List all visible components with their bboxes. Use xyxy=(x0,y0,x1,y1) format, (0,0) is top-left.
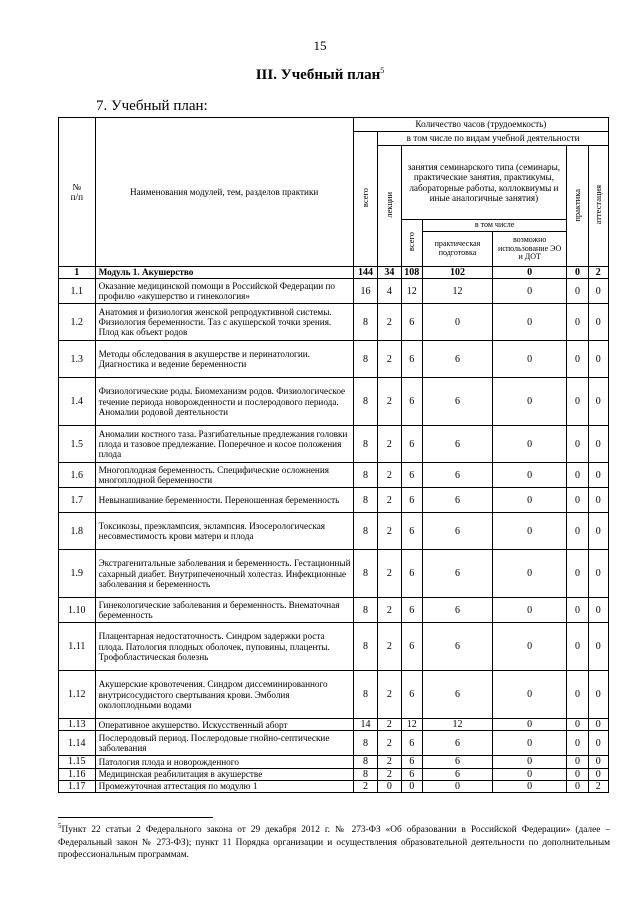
cell-att: 0 xyxy=(588,304,608,341)
section-title xyxy=(0,66,640,84)
table-row xyxy=(59,768,609,780)
cell-name: Акушерские кровотечения. Синдром диссеминированного внутрисосудистого свертывания крови. Эмболия околоплодными водами xyxy=(95,671,353,719)
table-body xyxy=(59,267,609,793)
cell-pr: 0 xyxy=(567,756,588,768)
table-row xyxy=(59,488,609,513)
cell-num: 1.12 xyxy=(59,671,96,719)
cell-pr: 0 xyxy=(567,671,588,719)
cell-pp: 6 xyxy=(422,671,492,719)
cell-total: 8 xyxy=(353,756,377,768)
cell-att: 0 xyxy=(588,463,608,488)
cell-lect: 2 xyxy=(378,463,401,488)
cell-att: 0 xyxy=(588,341,608,378)
table-row xyxy=(59,426,609,463)
cell-pp: 6 xyxy=(422,598,492,623)
header-eo-dot: возможно использование ЭО и ДОТ xyxy=(493,232,567,267)
cell-eo: 0 xyxy=(493,488,567,513)
footnote-text: Пункт 22 статьи 2 Федерального закона от 29 декабря 2012 г. № 273-ФЗ «Об образовании в Российской Федерации» (далее – Федеральный закон № 273-ФЗ); пункт 11 Порядка организации и осуществления образовательной деятельности по дополнительным профессиональным программам. xyxy=(58,825,610,861)
header-including: в том числе xyxy=(422,220,566,232)
cell-eo: 0 xyxy=(493,550,567,598)
cell-pr: 0 xyxy=(567,279,588,304)
cell-eo: 0 xyxy=(493,341,567,378)
cell-total: 8 xyxy=(353,598,377,623)
cell-num: 1.16 xyxy=(59,768,96,780)
cell-att: 0 xyxy=(588,768,608,780)
cell-pr: 0 xyxy=(567,731,588,756)
table-row xyxy=(59,341,609,378)
plan-title: 7. Учебный план: xyxy=(96,98,208,114)
cell-total: 8 xyxy=(353,378,377,426)
cell-num: 1.10 xyxy=(59,598,96,623)
cell-name: Аномалии костного таза. Разгибательные предлежания головки плода и тазовое предлежание. Поперечное и косое положения плода xyxy=(95,426,353,463)
cell-lect: 2 xyxy=(378,304,401,341)
cell-lect: 2 xyxy=(378,378,401,426)
cell-name: Гинекологические заболевания и беременность. Внематочная беременность xyxy=(95,598,353,623)
cell-sem: 6 xyxy=(401,550,422,598)
cell-pp: 12 xyxy=(422,719,492,731)
table-row xyxy=(59,671,609,719)
cell-num: 1.15 xyxy=(59,756,96,768)
cell-pp: 6 xyxy=(422,550,492,598)
cell-total: 8 xyxy=(353,463,377,488)
cell-lect: 4 xyxy=(378,279,401,304)
cell-name: Многоплодная беременность. Специфические осложнения многоплодной беременности xyxy=(95,463,353,488)
cell-eo: 0 xyxy=(493,463,567,488)
cell-name: Медицинская реабилитация в акушерстве xyxy=(95,768,353,780)
cell-total: 8 xyxy=(353,488,377,513)
cell-lect: 2 xyxy=(378,719,401,731)
cell-pp: 6 xyxy=(422,731,492,756)
cell-lect: 2 xyxy=(378,756,401,768)
cell-att: 0 xyxy=(588,550,608,598)
cell-name: Патология плода и новорожденного xyxy=(95,756,353,768)
cell-att: 2 xyxy=(588,780,608,792)
table-row xyxy=(59,279,609,304)
cell-num: 1.11 xyxy=(59,623,96,671)
cell-lect: 2 xyxy=(378,488,401,513)
header-attestation xyxy=(588,146,608,267)
cell-eo: 0 xyxy=(493,378,567,426)
cell-eo: 0 xyxy=(493,279,567,304)
cell-num: 1.8 xyxy=(59,513,96,550)
cell-pr: 0 xyxy=(567,719,588,731)
header-sem-total xyxy=(401,220,422,267)
cell-total: 8 xyxy=(353,341,377,378)
header-total xyxy=(353,132,377,267)
table-row xyxy=(59,267,609,279)
cell-pr: 0 xyxy=(567,378,588,426)
cell-total: 8 xyxy=(353,550,377,598)
cell-num: 1.5 xyxy=(59,426,96,463)
table-row xyxy=(59,378,609,426)
cell-att: 2 xyxy=(588,267,608,279)
cell-att: 0 xyxy=(588,598,608,623)
cell-att: 0 xyxy=(588,623,608,671)
cell-lect: 0 xyxy=(378,780,401,792)
cell-eo: 0 xyxy=(493,267,567,279)
cell-sem: 6 xyxy=(401,426,422,463)
table-row xyxy=(59,463,609,488)
cell-num: 1.7 xyxy=(59,488,96,513)
cell-sem: 6 xyxy=(401,598,422,623)
cell-eo: 0 xyxy=(493,731,567,756)
cell-total: 8 xyxy=(353,304,377,341)
cell-pp: 6 xyxy=(422,488,492,513)
cell-pp: 6 xyxy=(422,513,492,550)
cell-sem: 6 xyxy=(401,341,422,378)
cell-lect: 2 xyxy=(378,550,401,598)
cell-sem: 12 xyxy=(401,279,422,304)
cell-lect: 2 xyxy=(378,731,401,756)
section-title-footnote-mark: 5 xyxy=(380,66,385,75)
cell-total: 2 xyxy=(353,780,377,792)
cell-eo: 0 xyxy=(493,426,567,463)
cell-pr: 0 xyxy=(567,267,588,279)
cell-total: 16 xyxy=(353,279,377,304)
cell-sem: 6 xyxy=(401,513,422,550)
cell-pp: 0 xyxy=(422,780,492,792)
header-lectures-text: лекции xyxy=(383,191,394,218)
cell-total: 8 xyxy=(353,768,377,780)
cell-name: Невынашивание беременности. Переношенная беременность xyxy=(95,488,353,513)
cell-pp: 102 xyxy=(422,267,492,279)
cell-sem: 6 xyxy=(401,488,422,513)
cell-sem: 6 xyxy=(401,731,422,756)
table-row xyxy=(59,598,609,623)
table-row xyxy=(59,513,609,550)
cell-total: 144 xyxy=(353,267,377,279)
cell-pp: 6 xyxy=(422,623,492,671)
cell-pr: 0 xyxy=(567,768,588,780)
cell-att: 0 xyxy=(588,756,608,768)
cell-att: 0 xyxy=(588,378,608,426)
cell-name: Оперативное акушерство. Искусственный аборт xyxy=(95,719,353,731)
footnote-divider xyxy=(58,817,213,818)
cell-pp: 12 xyxy=(422,279,492,304)
cell-name: Послеродовый период. Послеродовые гнойно-септические заболевания xyxy=(95,731,353,756)
cell-eo: 0 xyxy=(493,780,567,792)
cell-pp: 0 xyxy=(422,304,492,341)
header-num: № п/п xyxy=(59,118,96,267)
table-row xyxy=(59,304,609,341)
cell-pr: 0 xyxy=(567,513,588,550)
cell-att: 0 xyxy=(588,488,608,513)
cell-lect: 2 xyxy=(378,341,401,378)
cell-pr: 0 xyxy=(567,488,588,513)
cell-pp: 6 xyxy=(422,341,492,378)
cell-name: Методы обследования в акушерстве и перинатологии. Диагностика и ведение беременности xyxy=(95,341,353,378)
footnote xyxy=(58,822,610,862)
cell-lect: 2 xyxy=(378,671,401,719)
curriculum-table xyxy=(58,117,609,793)
cell-sem: 108 xyxy=(401,267,422,279)
cell-eo: 0 xyxy=(493,598,567,623)
cell-name: Экстрагенитальные заболевания и беременность. Гестационный сахарный диабет. Внутрипеченочный холестаз. Инфекционные заболевания и беременность xyxy=(95,550,353,598)
cell-eo: 0 xyxy=(493,671,567,719)
header-by-type: в том числе по видам учебной деятельности xyxy=(378,132,609,146)
cell-pr: 0 xyxy=(567,341,588,378)
cell-sem: 6 xyxy=(401,623,422,671)
cell-pr: 0 xyxy=(567,463,588,488)
cell-eo: 0 xyxy=(493,719,567,731)
page-number: 15 xyxy=(313,38,327,53)
cell-att: 0 xyxy=(588,719,608,731)
cell-pr: 0 xyxy=(567,550,588,598)
cell-pr: 0 xyxy=(567,598,588,623)
cell-name: Токсикозы, преэклампсия, эклампсия. Изосерологическая несовместимость крови матери и плода xyxy=(95,513,353,550)
table-row xyxy=(59,756,609,768)
cell-name: Плацентарная недостаточность. Синдром задержки роста плода. Патология плодных оболочек, пуповины, плаценты. Трофобластическая болезнь xyxy=(95,623,353,671)
cell-att: 0 xyxy=(588,426,608,463)
cell-sem: 6 xyxy=(401,671,422,719)
cell-pr: 0 xyxy=(567,623,588,671)
header-hours: Количество часов (трудоемкость) xyxy=(353,118,608,132)
footnote-mark: 5 xyxy=(58,822,62,830)
cell-pr: 0 xyxy=(567,304,588,341)
cell-sem: 6 xyxy=(401,463,422,488)
cell-eo: 0 xyxy=(493,513,567,550)
cell-lect: 34 xyxy=(378,267,401,279)
cell-att: 0 xyxy=(588,731,608,756)
header-sem-total-text: всего xyxy=(405,232,416,252)
table-row xyxy=(59,731,609,756)
cell-name: Физиологические роды. Биомеханизм родов. Физиологическое течение периода новорожденности и послеродового периода. Аномалии родовой деятельности xyxy=(95,378,353,426)
cell-total: 14 xyxy=(353,719,377,731)
cell-sem: 6 xyxy=(401,768,422,780)
cell-pp: 6 xyxy=(422,768,492,780)
cell-num: 1.9 xyxy=(59,550,96,598)
cell-lect: 2 xyxy=(378,598,401,623)
cell-num: 1 xyxy=(59,267,96,279)
cell-pp: 6 xyxy=(422,463,492,488)
cell-num: 1.1 xyxy=(59,279,96,304)
cell-pr: 0 xyxy=(567,780,588,792)
cell-sem: 6 xyxy=(401,304,422,341)
cell-name: Анатомия и физиология женской репродуктивной системы. Физиология беременности. Таз с акушерской точки зрения. Плод как объект родов xyxy=(95,304,353,341)
header-name: Наименования модулей, тем, разделов практики xyxy=(95,118,353,267)
cell-name: Оказание медицинской помощи в Российской Федерации по профилю «акушерство и гинекология» xyxy=(95,279,353,304)
cell-total: 8 xyxy=(353,731,377,756)
cell-num: 1.2 xyxy=(59,304,96,341)
cell-num: 1.4 xyxy=(59,378,96,426)
cell-name: Промежуточная аттестация по модулю 1 xyxy=(95,780,353,792)
cell-total: 8 xyxy=(353,623,377,671)
cell-att: 0 xyxy=(588,279,608,304)
header-practice-text: практика xyxy=(571,188,582,222)
cell-eo: 0 xyxy=(493,768,567,780)
cell-pr: 0 xyxy=(567,426,588,463)
cell-name: Модуль 1. Акушерство xyxy=(95,267,353,279)
cell-eo: 0 xyxy=(493,756,567,768)
cell-lect: 2 xyxy=(378,513,401,550)
header-lectures xyxy=(378,146,401,267)
cell-eo: 0 xyxy=(493,304,567,341)
header-attestation-text: аттестация xyxy=(592,185,603,225)
cell-att: 0 xyxy=(588,513,608,550)
cell-sem: 6 xyxy=(401,378,422,426)
cell-total: 8 xyxy=(353,426,377,463)
cell-sem: 12 xyxy=(401,719,422,731)
cell-num: 1.13 xyxy=(59,719,96,731)
cell-sem: 0 xyxy=(401,780,422,792)
cell-lect: 2 xyxy=(378,426,401,463)
table-row xyxy=(59,623,609,671)
header-total-text: всего xyxy=(359,188,370,208)
cell-total: 8 xyxy=(353,513,377,550)
cell-num: 1.3 xyxy=(59,341,96,378)
cell-att: 0 xyxy=(588,671,608,719)
cell-pp: 6 xyxy=(422,756,492,768)
cell-lect: 2 xyxy=(378,623,401,671)
cell-num: 1.6 xyxy=(59,463,96,488)
cell-num: 1.14 xyxy=(59,731,96,756)
cell-eo: 0 xyxy=(493,623,567,671)
cell-pp: 6 xyxy=(422,378,492,426)
section-title-text: III. Учебный план xyxy=(255,67,381,83)
header-practice xyxy=(567,146,588,267)
header-seminar: занятия семинарского типа (семинары, практические занятия, практикумы, лабораторные работы, коллоквиумы и иные аналогичные занятия) xyxy=(401,146,567,220)
table-row xyxy=(59,719,609,731)
cell-pp: 6 xyxy=(422,426,492,463)
table-row xyxy=(59,550,609,598)
cell-lect: 2 xyxy=(378,768,401,780)
cell-total: 8 xyxy=(353,671,377,719)
cell-num: 1.17 xyxy=(59,780,96,792)
table-row xyxy=(59,780,609,792)
cell-sem: 6 xyxy=(401,756,422,768)
header-practical-training: практическая подготовка xyxy=(422,232,492,267)
